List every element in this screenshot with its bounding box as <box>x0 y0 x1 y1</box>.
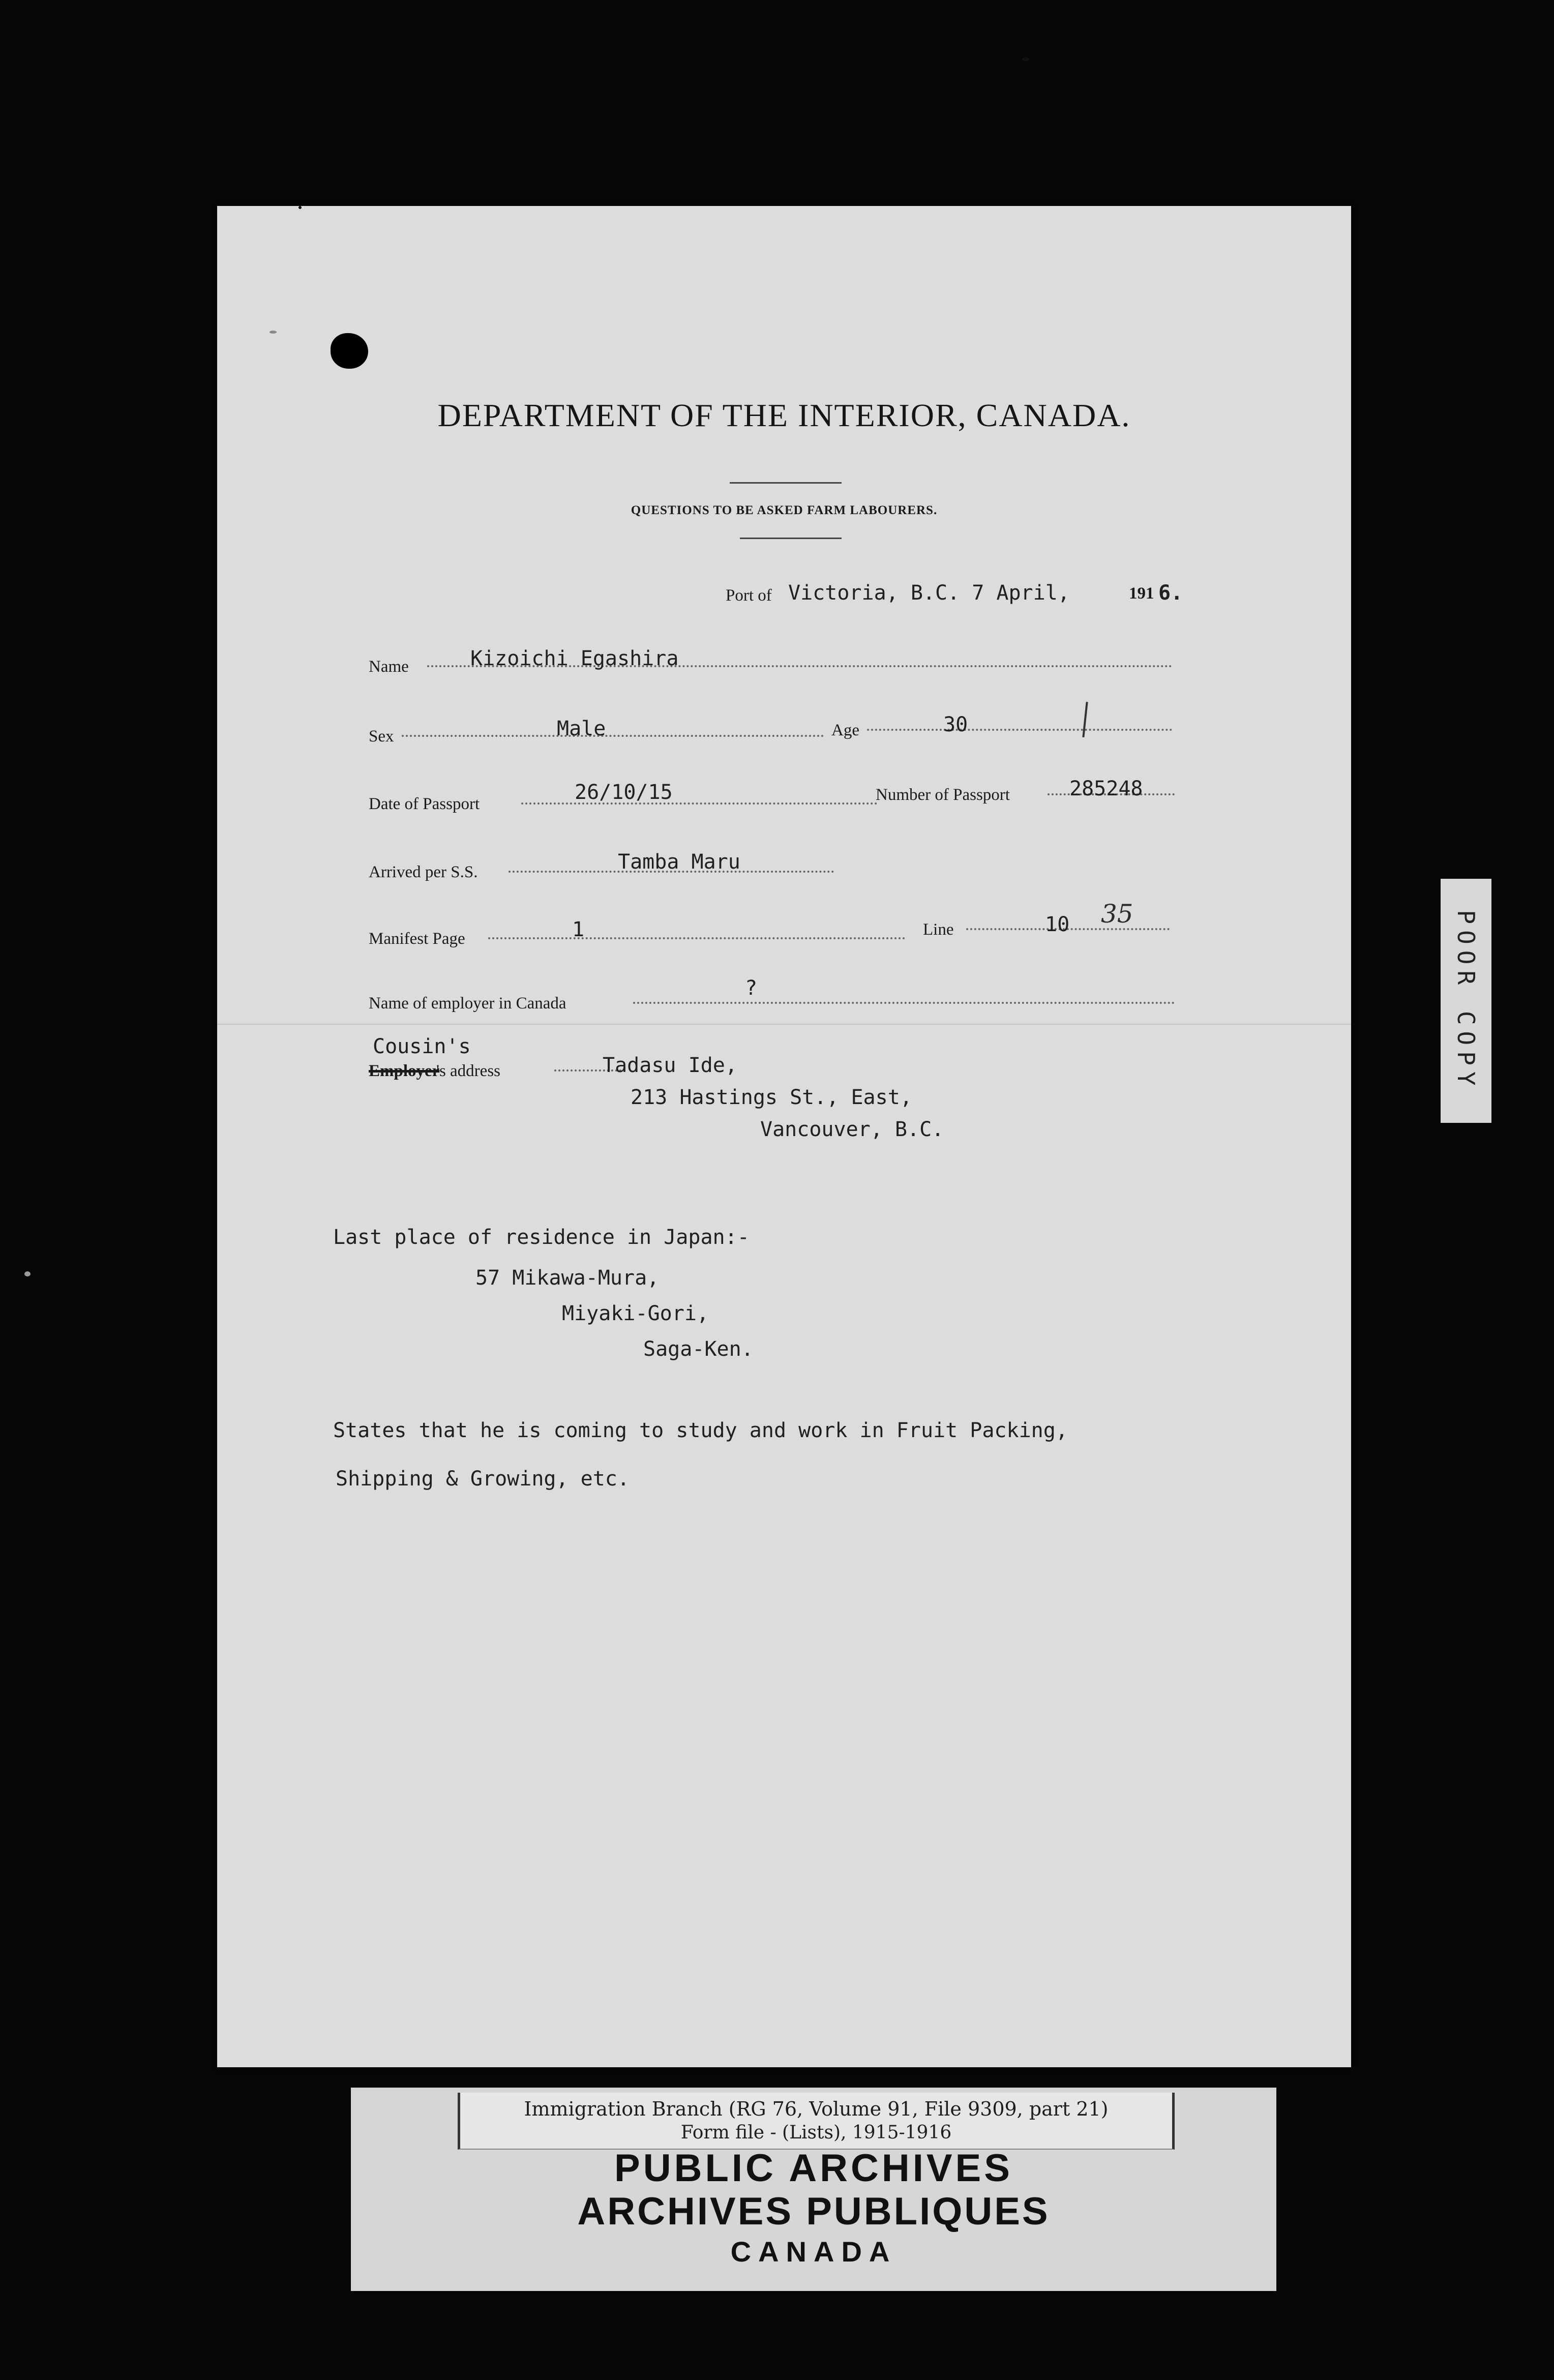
paper-fold-line <box>217 1024 1351 1025</box>
department-heading: DEPARTMENT OF THE INTERIOR, CANADA. <box>437 397 1131 433</box>
age-dotted-line <box>867 729 1172 731</box>
poor-copy-tab <box>1441 879 1491 1123</box>
residence-label: Last place of residence in Japan:- <box>333 1226 750 1249</box>
port-value: Victoria, B.C. 7 April, <box>788 581 1070 605</box>
film-speck <box>298 206 302 209</box>
sex-label: Sex <box>369 727 394 746</box>
punch-hole <box>331 333 368 369</box>
residence-line-2: Miyaki-Gori, <box>562 1302 709 1325</box>
residence-line-1: 57 Mikawa-Mura, <box>475 1266 660 1290</box>
passport-date-value: 26/10/15 <box>575 781 673 804</box>
film-speck <box>24 1271 31 1276</box>
age-label: Age <box>831 721 859 739</box>
age-value: 30 <box>943 713 968 736</box>
employer-name-dotted-line <box>633 1002 1175 1004</box>
archive-country: CANADA <box>730 2236 897 2268</box>
address-label: 's address <box>436 1062 501 1080</box>
line-value: 10 <box>1045 913 1070 936</box>
line-label: Line <box>923 920 954 939</box>
passport-number-value: 285248 <box>1069 777 1143 800</box>
archive-title-en: PUBLIC ARCHIVES <box>614 2147 1013 2190</box>
residence-line-3: Saga-Ken. <box>643 1337 754 1361</box>
employer-name-value: ? <box>745 976 758 1000</box>
sex-dotted-line <box>402 735 824 737</box>
archive-stamp <box>351 2088 1276 2291</box>
film-speck <box>270 331 277 334</box>
statement-line-2: Shipping & Growing, etc. <box>336 1467 630 1491</box>
poor-copy-text: POOR COPY <box>1452 910 1480 1092</box>
employer-name-label: Name of employer in Canada <box>369 994 566 1013</box>
address-line-2: 213 Hastings St., East, <box>631 1086 912 1109</box>
name-value: Kizoichi Egashira <box>470 647 679 670</box>
arrived-per-value: Tamba Maru <box>618 850 740 874</box>
form-subheading: QUESTIONS TO BE ASKED FARM LABOURERS. <box>631 503 938 517</box>
heading-rule-bottom <box>740 538 842 539</box>
manifest-page-value: 1 <box>572 918 585 941</box>
sex-value: Male <box>557 717 606 740</box>
archive-reference-line-2: Form file - (Lists), 1915-1916 <box>680 2122 952 2143</box>
film-speck <box>1022 57 1029 62</box>
archive-reference-line-1: Immigration Branch (RG 76, Volume 91, File 9309, part 21) <box>524 2098 1109 2120</box>
address-typed-prefix: Cousin's <box>373 1035 471 1058</box>
manifest-page-label: Manifest Page <box>369 930 465 948</box>
archive-reference-box <box>458 2093 1175 2150</box>
passport-date-label: Date of Passport <box>369 795 480 813</box>
arrived-per-label: Arrived per S.S. <box>369 863 478 881</box>
address-line-1: Tadasu Ide, <box>603 1054 737 1077</box>
port-label: Port of <box>726 586 772 605</box>
statement-line-1: States that he is coming to study and work in Fruit Packing, <box>333 1419 1068 1442</box>
port-year-printed: 191 <box>1129 584 1154 603</box>
address-line-3: Vancouver, B.C. <box>760 1118 944 1141</box>
manifest-page-dotted-line <box>488 937 905 939</box>
port-year-typed: 6. <box>1158 581 1183 605</box>
passport-number-label: Number of Passport <box>876 786 1010 804</box>
archive-title-fr: ARCHIVES PUBLIQUES <box>577 2190 1050 2233</box>
heading-rule-top <box>730 482 842 484</box>
name-label: Name <box>369 658 409 676</box>
line-handwritten-number: 35 <box>1101 899 1133 929</box>
address-struck-word: Employer <box>369 1062 440 1080</box>
